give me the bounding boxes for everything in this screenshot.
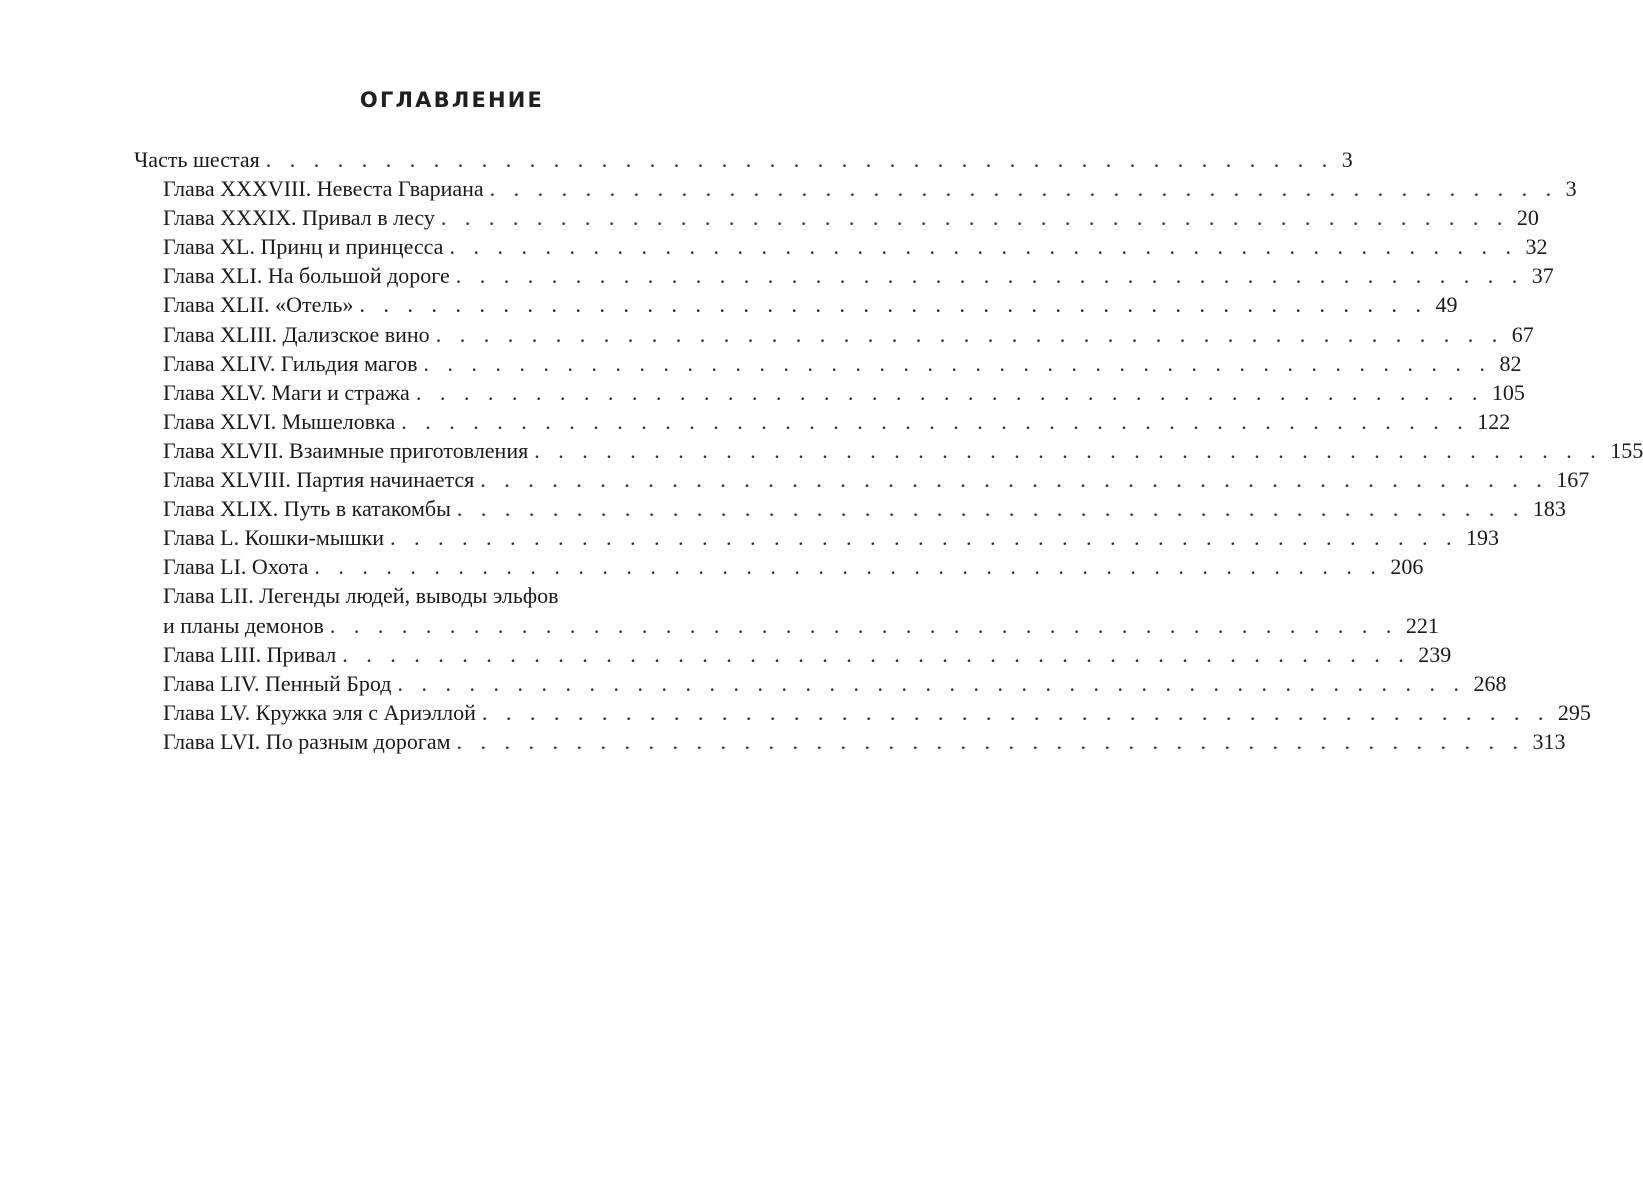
toc-leader-dots: . . . . . . . . . . . . . . . . . . . . . . . . . . . . . . . . . . . . . . . . . . . . . [455,263,1524,289]
toc-entry[interactable] [134,640,1452,669]
toc-entry-title: Глава XXXIX. Привал в лесу [163,205,435,231]
toc-entry-title: Глава XLVII. Взаимные приготовления [163,437,529,463]
toc-entry-multiline-first[interactable] [134,581,770,610]
toc-page-number: 313 [1532,728,1566,754]
toc-entry[interactable] [134,203,1539,232]
toc-page-number: 122 [1477,408,1511,434]
toc-leader-dots: . . . . . . . . . . . . . . . . . . . . . . . . . . . . . . . . . . . . . . . . . . . . . [265,147,1334,172]
toc-entry-title: Глава LIII. Привал [163,641,337,667]
toc-leader-dots: . . . . . . . . . . . . . . . . . . . . . . . . . . . . . . . . . . . . . . . . . . . . . [480,467,1549,493]
toc-leader-dots: . . . . . . . . . . . . . . . . . . . . . . . . . . . . . . . . . . . . . . . . . . . . . [489,176,1558,202]
toc-entry-title: Глава XLV. Маги и стража [163,379,410,405]
toc-leader-dots: . . . . . . . . . . . . . . . . . . . . . . . . . . . . . . . . . . . . . . . . . . . . . [435,321,1504,347]
toc-entry[interactable] [134,407,1511,436]
toc-entry[interactable] [134,669,1507,698]
toc-entry-title: Глава XL. Принц и принцесса [163,234,444,260]
toc-page-number: 20 [1516,205,1539,231]
toc-page-number: 295 [1557,699,1591,725]
toc-entry[interactable] [134,727,1566,756]
toc-entry-title: Глава XLIV. Гильдия магов [163,350,418,376]
toc-leader-dots: . . . . . . . . . . . . . . . . . . . . . . . . . . . . . . . . . . . . . . . . . . . . . [401,408,1470,434]
toc-leader-dots: . . . . . . . . . . . . . . . . . . . . . . . . . . . . . . . . . . . . . . . . . . . . . [423,350,1492,376]
toc-entry-title: Глава XLVI. Мышеловка [163,408,396,434]
toc-entry-title: Глава XLII. «Отель» [163,292,354,318]
toc-leader-dots: . . . . . . . . . . . . . . . . . . . . . . . . . . . . . . . . . . . . . . . . . . . . . [534,437,1603,463]
toc-entry-title: Часть шестая [134,147,260,172]
toc-entry-part[interactable] [134,145,1353,174]
toc-page-number: 32 [1525,234,1548,260]
toc-entry[interactable] [134,174,1577,203]
toc-entry-title: Глава XLI. На большой дороге [163,263,450,289]
toc-page-number: 221 [1405,612,1439,638]
toc-entry[interactable] [134,698,1591,727]
toc-leader-dots: . . . . . . . . . . . . . . . . . . . . . . . . . . . . . . . . . . . . . . . . . . . . . [359,292,1428,318]
toc-entry[interactable] [134,465,1590,494]
toc-leader-dots: . . . . . . . . . . . . . . . . . . . . . . . . . . . . . . . . . . . . . . . . . . . . . [481,699,1550,725]
toc-leader-dots: . . . . . . . . . . . . . . . . . . . . . . . . . . . . . . . . . . . . . . . . . . . . . [342,641,1411,667]
toc-leader-dots: . . . . . . . . . . . . . . . . . . . . . . . . . . . . . . . . . . . . . . . . . . . . . [449,234,1518,260]
toc-page-number: 206 [1390,554,1424,580]
toc-entry-title: Глава XLVIII. Партия начинается [163,467,475,493]
toc-leader-dots: . . . . . . . . . . . . . . . . . . . . . . . . . . . . . . . . . . . . . . . . . . . . . [415,379,1484,405]
toc-page-number: 193 [1466,525,1500,551]
page-title: ОГЛАВЛЕНИЕ [359,88,545,112]
toc-leader-dots: . . . . . . . . . . . . . . . . . . . . . . . . . . . . . . . . . . . . . . . . . . . . . [440,205,1509,231]
toc-page-number: 155 [1610,437,1643,463]
toc-leader-dots: . . . . . . . . . . . . . . . . . . . . . . . . . . . . . . . . . . . . . . . . . . . . . [329,612,1398,638]
toc-page-number: 3 [1565,176,1577,202]
toc-entry[interactable] [134,349,1522,378]
toc-leader-dots: . . . . . . . . . . . . . . . . . . . . . . . . . . . . . . . . . . . . . . . . . . . . . [390,525,1459,551]
toc-entry-title: Глава LI. Охота [163,554,309,580]
table-of-contents [134,145,1643,756]
toc-entry[interactable] [134,523,1500,552]
toc-entry-title-continued: и планы демонов [163,612,324,638]
toc-leader-dots: . . . . . . . . . . . . . . . . . . . . . . . . . . . . . . . . . . . . . . . . . . . . . [456,728,1525,754]
toc-entry-title: Глава XLIII. Дализское вино [163,321,430,347]
toc-page-number: 49 [1435,292,1458,318]
toc-entry-title: Глава LV. Кружка эля с Ариэллой [163,699,476,725]
toc-entry[interactable] [134,232,1548,261]
toc-page-number: 183 [1532,496,1566,522]
toc-entry-title: Глава LIV. Пенный Брод [163,670,392,696]
toc-entry-multiline-second[interactable] [134,611,1439,640]
toc-entry-title: Глава LVI. По разным дорогам [163,728,451,754]
toc-entry-title: Глава L. Кошки-мышки [163,525,385,551]
toc-page-number: 3 [1341,147,1353,172]
toc-entry[interactable] [134,494,1566,523]
toc-page-number: 239 [1418,641,1452,667]
toc-leader-dots: . . . . . . . . . . . . . . . . . . . . . . . . . . . . . . . . . . . . . . . . . . . . . [456,496,1525,522]
toc-entry[interactable] [134,436,1643,465]
toc-leader-dots: . . . . . . . . . . . . . . . . . . . . . . . . . . . . . . . . . . . . . . . . . . . . . [314,554,1383,580]
toc-entry[interactable] [134,290,1458,319]
toc-entry-title: Глава XLIX. Путь в катакомбы [163,496,451,522]
toc-page-number: 37 [1531,263,1554,289]
toc-entry[interactable] [134,552,1424,581]
toc-leader-dots: . . . . . . . . . . . . . . . . . . . . . . . . . . . . . . . . . . . . . . . . . . . . . [397,670,1466,696]
toc-page-number: 268 [1473,670,1507,696]
toc-entry[interactable] [134,378,1525,407]
toc-page-number: 67 [1511,321,1534,347]
toc-entry[interactable] [134,261,1554,290]
toc-entry-title: Глава LII. Легенды людей, выводы эльфов [163,583,559,609]
toc-page-number: 105 [1491,379,1525,405]
toc-entry[interactable] [134,320,1534,349]
toc-page-number: 82 [1499,350,1522,376]
toc-entry-title: Глава XXXVIII. Невеста Гвариана [163,176,484,202]
toc-page-number: 167 [1556,467,1590,493]
